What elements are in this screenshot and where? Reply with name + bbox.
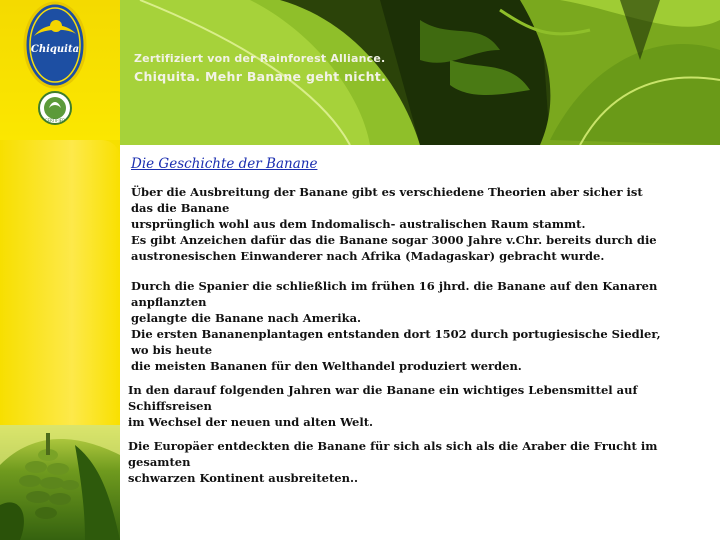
- text-line: gelangte die Banane nach Amerika.: [131, 311, 362, 325]
- paragraph-europeans: [128, 438, 668, 486]
- text-line: die meisten Bananen für den Welthandel produziert werden.: [131, 359, 522, 373]
- text-line: Die ersten Bananenplantagen entstanden dort 1502 durch portugiesische Siedler, wo bis heute: [131, 327, 661, 357]
- sidebar-panel: [0, 140, 120, 425]
- text-line: Es gibt Anzeichen dafür das die Banane sogar 3000 Jahre v.Chr. bereits durch die: [131, 233, 657, 247]
- text-line: austronesischen Einwanderer nach Afrika (Madagaskar) gebracht wurde.: [131, 249, 605, 263]
- svg-text:CERTIFIED: CERTIFIED: [44, 118, 66, 123]
- text-line: ursprünglich wohl aus dem Indomalisch- australischen Raum stammt.: [131, 217, 586, 231]
- page-title[interactable]: Die Geschichte der Banane: [131, 156, 318, 172]
- text-line: Die Europäer entdeckten die Banane für sich als sich als die Araber die Frucht im gesamten: [128, 439, 658, 469]
- banana-bunch-photo: [0, 425, 120, 540]
- main-content: [128, 156, 668, 494]
- paragraph-ship-travel: [128, 382, 668, 430]
- text-line: im Wechsel der neuen und alten Welt.: [128, 415, 374, 429]
- header-tagline: [134, 52, 386, 84]
- sidebar-logo-area: [0, 0, 120, 140]
- left-sidebar: [0, 0, 120, 540]
- text-line: In den darauf folgenden Jahren war die Banane ein wichtiges Lebensmittel auf Schiffsreisen: [128, 383, 638, 413]
- header-banner: [120, 0, 720, 145]
- paragraph-origin: [131, 184, 668, 264]
- chiquita-logo: [0, 0, 120, 140]
- text-line: Durch die Spanier die schließlich im frühen 16 jhrd. die Banane auf den Kanaren anpflanzten: [131, 279, 658, 309]
- svg-text:Chiquita: Chiquita: [30, 44, 80, 55]
- paragraph-america: [131, 278, 668, 374]
- tagline-certification: Zertifiziert von der Rainforest Alliance.: [134, 52, 386, 65]
- tagline-slogan: Chiquita. Mehr Banane geht nicht.: [134, 69, 387, 84]
- text-line: schwarzen Kontinent ausbreiteten..: [128, 471, 358, 485]
- text-line: Über die Ausbreitung der Banane gibt es verschiedene Theorien aber sicher ist das die Banane: [131, 185, 643, 215]
- banana-bunch-icon: [0, 425, 120, 540]
